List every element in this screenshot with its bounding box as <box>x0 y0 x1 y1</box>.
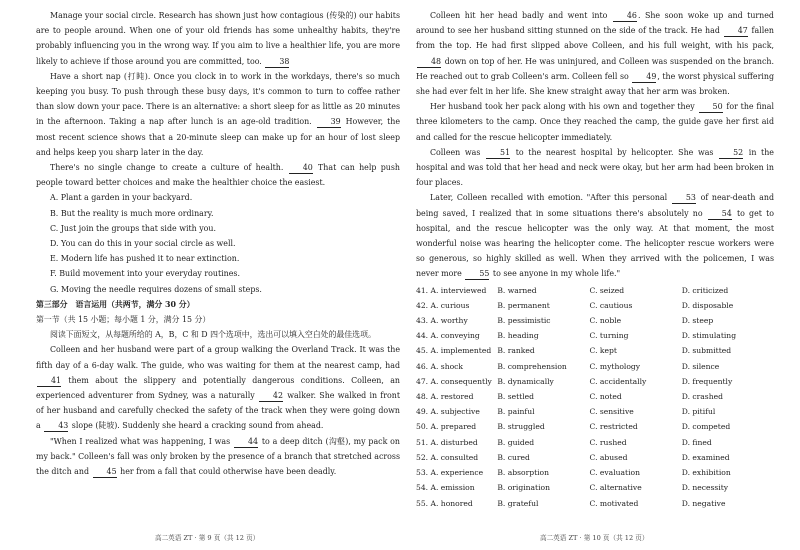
answer-choice[interactable]: C. noted <box>589 392 622 402</box>
answer-choice[interactable]: C. kept <box>589 346 617 356</box>
answer-choice[interactable]: 54. A. emission <box>416 483 475 493</box>
answer-choice[interactable]: B. cured <box>497 452 530 462</box>
blank-40[interactable]: 40 <box>289 162 313 174</box>
blank-49[interactable]: 49 <box>632 71 656 83</box>
answer-choice[interactable]: 46. A. shock <box>416 361 464 371</box>
question-row <box>416 328 774 343</box>
question-row <box>416 359 774 374</box>
answer-choice[interactable]: 47. A. consequently <box>416 376 492 386</box>
blank-41[interactable]: 41 <box>37 375 61 387</box>
question-row <box>416 450 774 465</box>
option-e: E. Modern life has pushed it to near extinction. <box>50 254 240 264</box>
answer-choice[interactable]: C. restricted <box>589 422 638 432</box>
answer-choice[interactable]: B. heading <box>497 331 539 341</box>
question-row <box>416 419 774 434</box>
paragraph-culture-of-health: There's no single change to create a culture of health. 40 That can help push people toward better choices and make the healthier choice the easiest. <box>36 163 400 188</box>
answer-choice[interactable]: B. grateful <box>497 498 539 508</box>
answer-choice[interactable]: B. guided <box>497 437 535 447</box>
answer-choice[interactable]: B. origination <box>497 483 551 493</box>
story-paragraph-6: Later, Colleen recalled with emotion. "After this personal 53 of near-death and being saved, I realized that in some situations there's absolutely no 54 to get to hospital, and the rescue helicopter was the only way. At that moment, the most wonderful noise was hearing the helicopter come. The helicopter rescue workers were so generous, so highly skilled as well. When they arrived with the policemen, I was never more 55 to see anyone in my whole life." <box>416 193 775 279</box>
answer-choice[interactable]: B. ranked <box>497 346 535 356</box>
answer-options-table <box>416 283 774 511</box>
question-row <box>416 480 774 495</box>
answer-choice[interactable]: 48. A. restored <box>416 392 474 402</box>
answer-choice[interactable]: 55. A. honored <box>416 498 473 508</box>
instructions: 阅读下面短文，从每题所给的 A，B，C 和 D 四个选项中，选出可以填入空白处的最佳选项。 <box>50 330 376 340</box>
blank-43[interactable]: 43 <box>44 420 68 432</box>
answer-choice[interactable]: C. turning <box>589 331 629 341</box>
answer-choice[interactable]: C. rushed <box>589 437 627 447</box>
question-row <box>416 343 774 358</box>
right-column <box>416 8 774 511</box>
question-row <box>416 389 774 404</box>
question-row <box>416 374 774 389</box>
blank-39[interactable]: 39 <box>317 116 341 128</box>
answer-choice[interactable]: D. necessity <box>681 483 729 493</box>
footer-left: 高二英语 ZT · 第 9 页（共 12 页） <box>155 534 260 542</box>
answer-choice[interactable]: B. comprehension <box>497 361 567 371</box>
answer-choice[interactable]: 45. A. implemented <box>416 346 492 356</box>
answer-choice[interactable]: 42. A. curious <box>416 300 470 310</box>
answer-choice[interactable]: B. warned <box>497 285 537 295</box>
blank-54[interactable]: 54 <box>708 208 732 220</box>
option-b: B. But the reality is much more ordinary. <box>50 208 214 218</box>
question-row <box>416 496 774 511</box>
question-row <box>416 435 774 450</box>
answer-choice[interactable]: 44. A. conveying <box>416 331 480 341</box>
blank-48[interactable]: 48 <box>417 56 441 68</box>
question-row <box>416 298 774 313</box>
option-f: F. Build movement into your everyday routines. <box>50 269 240 279</box>
answer-choice[interactable]: C. alternative <box>589 483 642 493</box>
section-3-heading: 第三部分 语言运用（共两节，满分 30 分） <box>36 299 195 309</box>
answer-choice[interactable]: 43. A. worthy <box>416 316 468 326</box>
answer-choice[interactable]: C. noble <box>589 316 622 326</box>
answer-choice[interactable]: D. crashed <box>681 392 723 402</box>
answer-choice[interactable]: C. accidentally <box>589 376 647 386</box>
blank-38[interactable]: 38 <box>265 56 289 68</box>
footer-right: 高二英语 ZT · 第 10 页（共 12 页） <box>540 534 649 542</box>
answer-choice[interactable]: C. cautious <box>589 300 633 310</box>
answer-choice[interactable]: B. settled <box>497 392 534 402</box>
answer-choice[interactable]: D. exhibition <box>681 468 731 478</box>
question-row <box>416 313 774 328</box>
answer-choice[interactable]: D. steep <box>681 316 714 326</box>
answer-choice[interactable]: D. stimulating <box>681 331 737 341</box>
answer-choice[interactable]: B. dynamically <box>497 376 554 386</box>
blank-46[interactable]: 46 <box>613 10 637 22</box>
answer-choice[interactable]: 52. A. consulted <box>416 452 479 462</box>
answer-choice[interactable]: D. criticized <box>681 285 729 295</box>
blank-47[interactable]: 47 <box>724 25 748 37</box>
answer-choice[interactable]: C. sensitive <box>589 407 634 417</box>
blank-45[interactable]: 45 <box>93 466 117 478</box>
section-3-part-1-heading: 第一节（共 15 小题；每小题 1 分，满分 15 分） <box>36 315 211 325</box>
answer-choice[interactable]: D. frequently <box>681 376 733 386</box>
blank-42[interactable]: 42 <box>259 390 283 402</box>
answer-choice[interactable]: B. pessimistic <box>497 316 551 326</box>
story-paragraph-3: Colleen hit her head badly and went into 46. She soon woke up and turned around to see her husband sitting stunned on the side of the track. He had 47 fallen from the top. He had first slipped above Colleen, and his full weight, with his pack, 48 down on top of her. He was uninjured, and Colleen was suspended on the branch. He reached out to grab Colleen's arm. Colleen fell so 49, the worst physical suffering she had ever felt in her life. She knew straight away that her arm was broken. <box>416 11 775 97</box>
answer-choice[interactable]: 51. A. disturbed <box>416 437 478 447</box>
answer-choice[interactable]: C. seized <box>589 285 625 295</box>
option-g: G. Moving the needle requires dozens of small steps. <box>50 284 262 294</box>
answer-choice[interactable]: B. permanent <box>497 300 550 310</box>
story-paragraph-5: Colleen was 51 to the nearest hospital by helicopter. She was 52 in the hospital and was told that her head and neck were okay, but her arm had been broken in four places. <box>416 147 774 188</box>
story-paragraph-2: "When I realized what was happening, I was 44 to a deep ditch (沟壑), my pack on my back." Colleen's fall was only broken by the presence of a branch that stretched across the ditch and 45 her from a fall that could otherwise have been deadly. <box>36 436 401 477</box>
option-d: D. You can do this in your social circle as well. <box>50 239 236 249</box>
answer-choice[interactable]: D. competed <box>681 422 731 432</box>
answer-choice[interactable]: C. mythology <box>589 361 641 371</box>
answer-choice[interactable]: C. motivated <box>589 498 639 508</box>
blank-52[interactable]: 52 <box>719 147 743 159</box>
answer-choice[interactable]: D. examined <box>681 452 730 462</box>
blank-50[interactable]: 50 <box>699 101 723 113</box>
story-paragraph-4: Her husband took her pack along with his own and together they 50 for the final three kilometers to the camp. Once they reached the camp, the guide gave her first aid and called for the rescue helicopter immediately. <box>416 102 774 142</box>
answer-choice[interactable]: C. abused <box>589 452 628 462</box>
answer-choice[interactable]: 50. A. prepared <box>416 422 477 432</box>
answer-choice[interactable]: B. absorption <box>497 468 550 478</box>
left-column <box>36 8 400 479</box>
question-row <box>416 404 774 419</box>
blank-53[interactable]: 53 <box>672 192 696 204</box>
option-a: A. Plant a garden in your backyard. <box>50 193 193 203</box>
answer-choice[interactable]: 53. A. experience <box>416 468 484 478</box>
question-row <box>416 465 774 480</box>
blank-55[interactable]: 55 <box>465 268 489 280</box>
answer-choice[interactable]: C. evaluation <box>589 468 640 478</box>
answer-choice[interactable]: D. submitted <box>681 346 732 356</box>
answer-choice[interactable]: 41. A. interviewed <box>416 285 487 295</box>
answer-choice[interactable]: D. disposable <box>681 300 734 310</box>
paragraph-social-circle: Manage your social circle. Research has shown just how contagious (传染的) our habits are to people around. When one of your old friends has some unhealthy habits, they're probably influencing you in the wrong way. If you aim to live a healthier life, you are more likely to achieve if those around you are committed, too. 38 <box>36 11 400 66</box>
question-row <box>416 283 774 298</box>
answer-choice[interactable]: B. painful <box>497 407 535 417</box>
answer-choice[interactable]: D. negative <box>681 498 726 508</box>
answer-choice[interactable]: D. pitiful <box>681 407 716 417</box>
paragraph-short-nap: Have a short nap (打盹). Once you clock in to work in the workdays, there's so much keeping you busy. To push through these busy days, it's common to turn to coffee rather than slow down your pace. There is an alternative: a short sleep for as little as 20 minutes in the afternoon. Taking a nap after lunch is an age-old tradition. 39 However, the most recent science shows that a 20-minute sleep can make up for an hour of lost sleep and helps keep you sharp later in the day. <box>36 71 400 157</box>
blank-51[interactable]: 51 <box>486 147 510 159</box>
answer-choice[interactable]: D. silence <box>681 361 720 371</box>
story-paragraph-1: Colleen and her husband were part of a group walking the Overland Track. It was the fifth day of a 6-day walk. The guide, who was waiting for them at the nearest camp, had 41 them about the slippery and potentially dangerous conditions. Colleen, an experienced adventurer from Sydney, was a naturally 42 walker. She walked in front of her husband and carefully checked the safety of the track when they were going down a 43 slope (陡坡). Suddenly she heard a cracking sound from ahead. <box>36 345 400 431</box>
answer-choice[interactable]: B. struggled <box>497 422 545 432</box>
answer-choice[interactable]: 49. A. subjective <box>416 407 480 417</box>
blank-44[interactable]: 44 <box>234 436 258 448</box>
option-c: C. Just join the groups that side with you. <box>50 223 217 233</box>
answer-choice[interactable]: D. fined <box>681 437 712 447</box>
